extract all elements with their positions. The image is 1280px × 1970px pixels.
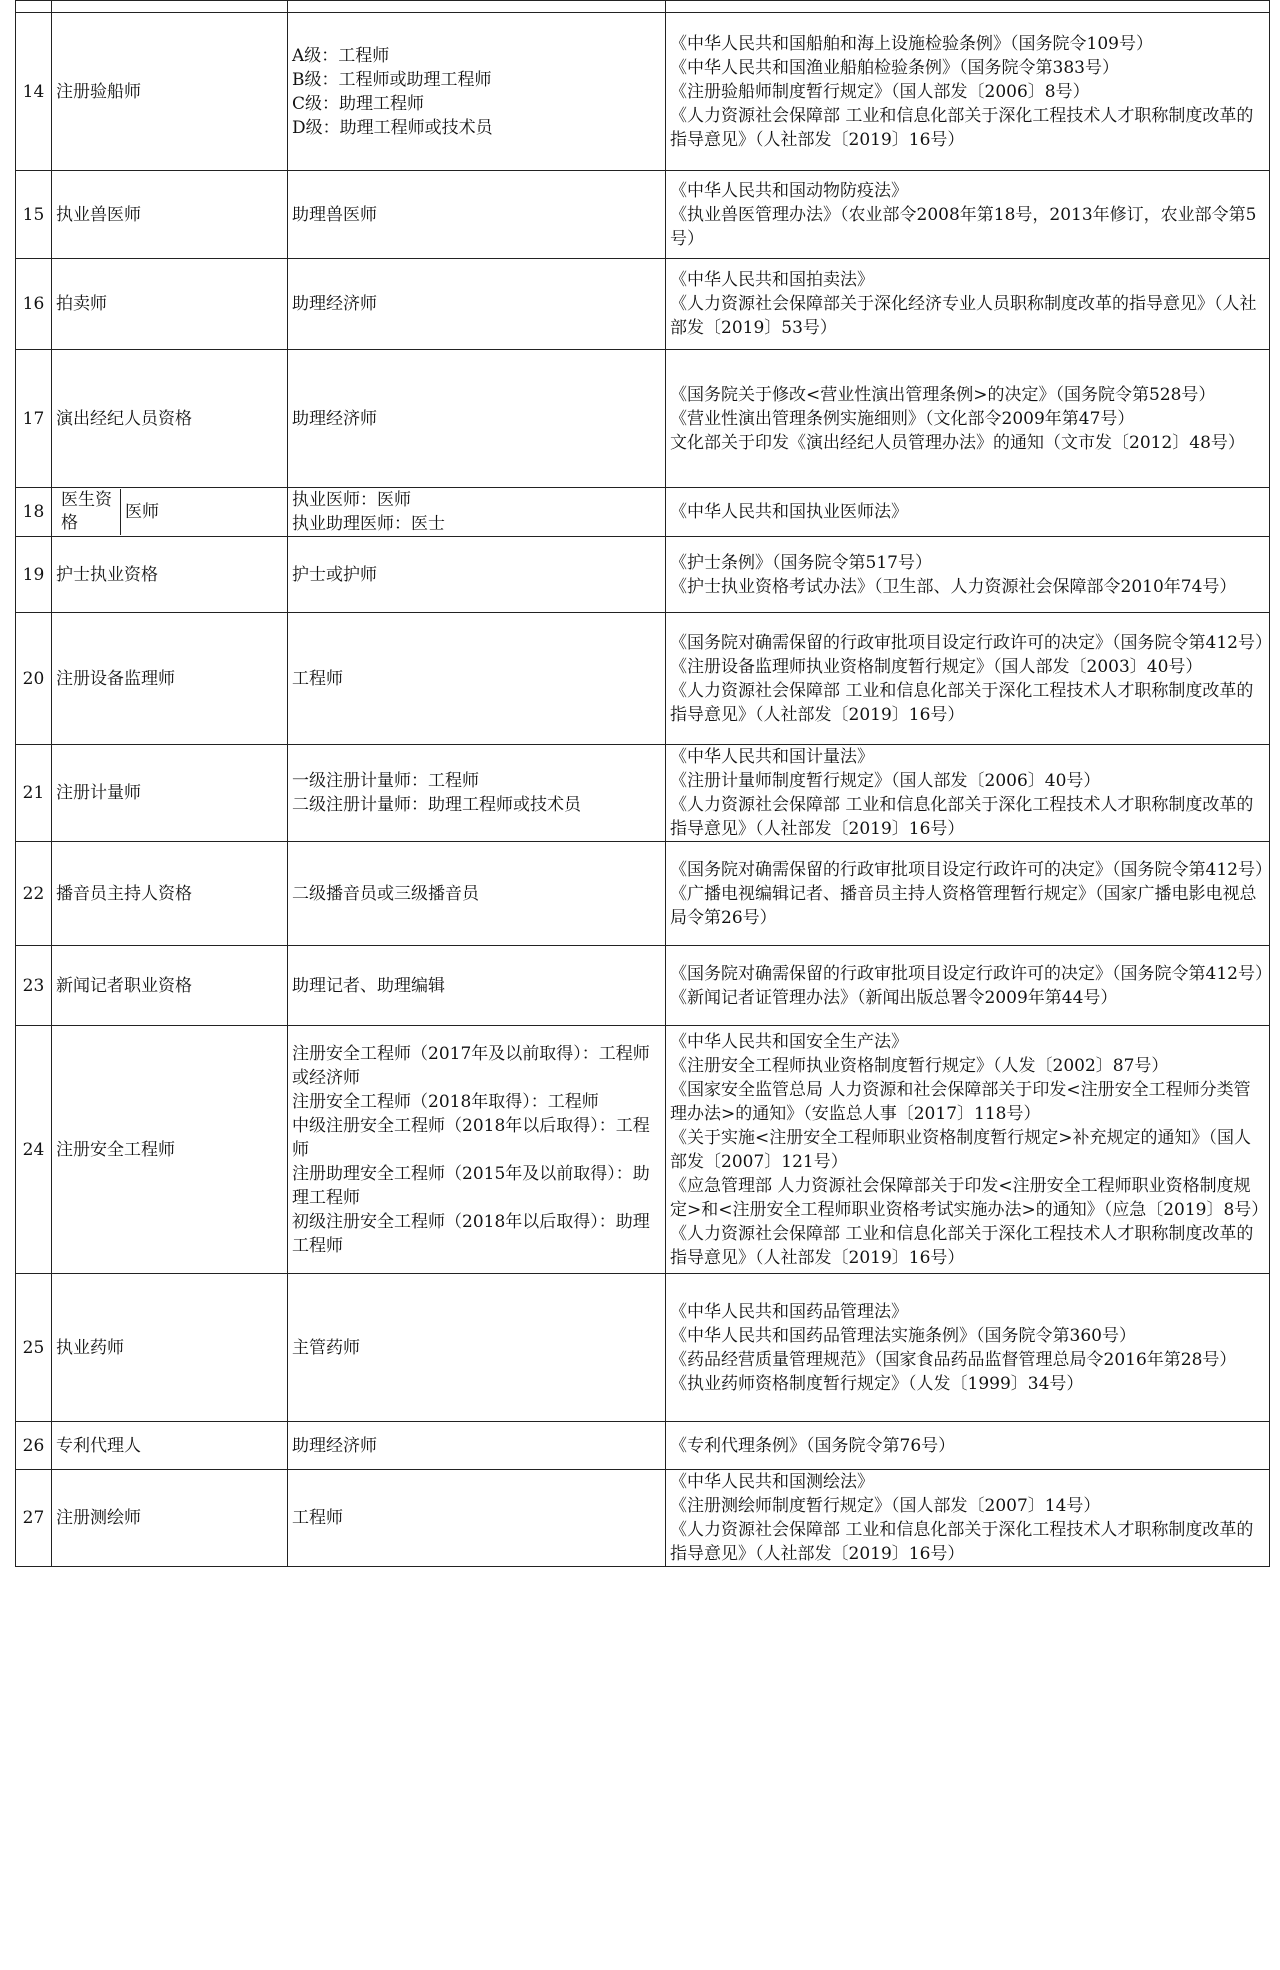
basis-line: 《人力资源社会保障部 工业和信息化部关于深化工程技术人才职称制度改革的指导意见》（人社部发〔2019〕16号） [670,1520,1254,1564]
title-cell [288,171,666,259]
row-number: 23 [16,946,52,1026]
title-cell [288,1422,666,1470]
row-number: 21 [16,745,52,842]
title-line: 执业医师：医师 [292,490,411,510]
basis-line: 《关于实施<注册安全工程师职业资格制度暂行规定>补充规定的通知》（国人部发〔2007〕121号） [670,1127,1251,1172]
basis-cell [666,946,1270,1026]
title-line: D级：助理工程师或技术员 [292,117,493,138]
title-line: 助理经济师 [292,408,377,429]
title-line: A级：工程师 [292,45,390,66]
basis-line: 《注册安全工程师执业资格制度暂行规定》（人发〔2002〕87号） [670,1055,1169,1076]
qualification-name: 注册安全工程师 [52,1026,288,1274]
basis-line: 《中华人民共和国船舶和海上设施检验条例》（国务院令109号） [670,33,1153,54]
table-row [16,1422,1270,1470]
basis-line: 《广播电视编辑记者、播音员主持人资格管理暂行规定》（国家广播电影电视总局令第26号） [670,883,1257,928]
basis-line: 《注册验船师制度暂行规定》（国人部发〔2006〕8号） [670,81,1090,102]
title-cell [288,1,666,13]
basis-line: 《人力资源社会保障部关于深化经济专业人员职称制度改革的指导意见》（人社部发〔2019〕53号） [670,294,1257,338]
table-row [16,613,1270,745]
basis-line: 《国务院对确需保留的行政审批项目设定行政许可的决定》（国务院令第412号） [670,859,1272,880]
title-line: 初级注册安全工程师（2018年以后取得）：助理工程师 [292,1211,650,1256]
basis-line: 《中华人民共和国执业医师法》 [670,502,908,522]
basis-line: 《注册计量师制度暂行规定》（国人部发〔2006〕40号） [670,771,1101,791]
qualification-name: 专利代理人 [52,1422,288,1470]
table-row [16,13,1270,171]
table-row [16,259,1270,350]
title-line: 工程师 [292,668,343,689]
title-line: 注册助理安全工程师（2015年及以前取得）：助理工程师 [292,1163,650,1208]
basis-line: 《注册设备监理师执业资格制度暂行规定》（国人部发〔2003〕40号） [670,656,1203,677]
qualification-name: 注册计量师 [52,745,288,842]
qualification-name: 执业药师 [52,1274,288,1422]
row-number: 19 [16,537,52,613]
table-row-partial [16,1,1270,13]
title-line: 二级注册计量师：助理工程师或技术员 [292,795,581,815]
table-row [16,488,1270,537]
title-cell [288,842,666,946]
basis-line: 《护士条例》（国务院令第517号） [670,552,932,573]
basis-line: 《国务院对确需保留的行政审批项目设定行政许可的决定》（国务院令第412号） [670,963,1272,984]
title-line: 主管药师 [292,1337,360,1358]
title-line: 助理经济师 [292,1435,377,1456]
basis-line: 《药品经营质量管理规范》（国家食品药品监督管理总局令2016年第28号） [670,1349,1237,1370]
table-body [16,1,1270,1567]
table-row [16,842,1270,946]
title-line: C级：助理工程师 [292,93,425,114]
qualification-name: 注册测绘师 [52,1470,288,1567]
qualification-name-split [52,488,288,537]
basis-cell [666,488,1270,537]
title-line: 注册安全工程师（2017年及以前取得）：工程师或经济师 [292,1043,650,1088]
title-cell [288,1470,666,1567]
basis-line: 《专利代理条例》（国务院令第76号） [670,1435,956,1456]
basis-line: 《中华人民共和国药品管理法》 [670,1301,908,1322]
qualification-name: 注册设备监理师 [52,613,288,745]
row-number: 25 [16,1274,52,1422]
title-line: 工程师 [292,1508,343,1528]
basis-line: 《执业药师资格制度暂行规定》（人发〔1999〕34号） [670,1373,1084,1394]
row-number: 27 [16,1470,52,1567]
row-number: 16 [16,259,52,350]
basis-cell [666,1470,1270,1567]
title-line: 护士或护师 [292,564,377,585]
qualification-category: 医生资格 [56,489,121,535]
qualification-name: 注册验船师 [52,13,288,171]
qualification-name: 执业兽医师 [52,171,288,259]
title-cell [288,350,666,488]
row-number: 18 [16,488,52,537]
title-cell [288,946,666,1026]
qualification-table [15,0,1270,1567]
table-row [16,1470,1270,1567]
basis-line: 《国家安全监管总局 人力资源和社会保障部关于印发<注册安全工程师分类管理办法>的通知》（安监总人事〔2017〕118号） [670,1079,1251,1124]
basis-line: 《护士执业资格考试办法》（卫生部、人力资源社会保障部令2010年74号） [670,576,1237,597]
basis-line: 《中华人民共和国安全生产法》 [670,1031,908,1052]
table-row [16,745,1270,842]
basis-cell [666,613,1270,745]
basis-line: 《中华人民共和国药品管理法实施条例》（国务院令第360号） [670,1325,1136,1346]
basis-cell [666,745,1270,842]
title-cell [288,13,666,171]
table-row [16,350,1270,488]
row-number: 24 [16,1026,52,1274]
title-cell [288,613,666,745]
table-row [16,1026,1270,1274]
title-cell [288,1026,666,1274]
basis-line: 《执业兽医管理办法》（农业部令2008年第18号，2013年修订，农业部令第5号） [670,204,1257,249]
basis-cell [666,259,1270,350]
table-row [16,171,1270,259]
basis-cell [666,1026,1270,1274]
basis-cell [666,350,1270,488]
basis-line: 《国务院关于修改<营业性演出管理条例>的决定》（国务院令第528号） [670,384,1216,405]
basis-line: 《人力资源社会保障部 工业和信息化部关于深化工程技术人才职称制度改革的指导意见》（人社部发〔2019〕16号） [670,105,1254,150]
basis-line: 《中华人民共和国测绘法》 [670,1472,874,1492]
basis-line: 《人力资源社会保障部 工业和信息化部关于深化工程技术人才职称制度改革的指导意见》（人社部发〔2019〕16号） [670,680,1254,725]
basis-cell [666,842,1270,946]
title-cell [288,1274,666,1422]
basis-line: 《国务院对确需保留的行政审批项目设定行政许可的决定》（国务院令第412号） [670,632,1272,653]
basis-cell [666,13,1270,171]
basis-line: 《中华人民共和国计量法》 [670,747,874,767]
basis-line: 《人力资源社会保障部 工业和信息化部关于深化工程技术人才职称制度改革的指导意见》（人社部发〔2019〕16号） [670,1223,1254,1268]
basis-line: 《中华人民共和国动物防疫法》 [670,180,908,201]
basis-line: 《中华人民共和国渔业船舶检验条例》（国务院令第383号） [670,57,1119,78]
name-cell [52,1,288,13]
row-number: 26 [16,1422,52,1470]
row-number: 15 [16,171,52,259]
basis-line: 《新闻记者证管理办法》（新闻出版总署令2009年第44号） [670,987,1118,1008]
basis-cell [666,1422,1270,1470]
title-line: 助理经济师 [292,294,377,314]
title-line: 一级注册计量师：工程师 [292,771,479,791]
row-number: 22 [16,842,52,946]
title-line: B级：工程师或助理工程师 [292,69,492,90]
title-cell [288,259,666,350]
qualification-name: 拍卖师 [52,259,288,350]
table-row [16,946,1270,1026]
row-number: 17 [16,350,52,488]
title-line: 助理兽医师 [292,204,377,225]
basis-cell [666,1274,1270,1422]
basis-line: 《人力资源社会保障部 工业和信息化部关于深化工程技术人才职称制度改革的指导意见》（人社部发〔2019〕16号） [670,795,1254,839]
title-cell [288,745,666,842]
qualification-name: 护士执业资格 [52,537,288,613]
qualification-name: 演出经纪人员资格 [52,350,288,488]
basis-cell [666,537,1270,613]
row-number: 20 [16,613,52,745]
basis-line: 《中华人民共和国拍卖法》 [670,270,874,290]
title-cell [288,488,666,537]
basis-line: 《应急管理部 人力资源社会保障部关于印发<注册安全工程师职业资格制度规定>和<注册安全工程师职业资格考试实施办法>的通知》（应急〔2019〕8号） [670,1175,1269,1220]
title-line: 注册安全工程师（2018年取得）：工程师 [292,1091,599,1112]
row-number: 14 [16,13,52,171]
table-row [16,1274,1270,1422]
title-cell [288,537,666,613]
table-row [16,537,1270,613]
basis-line: 《注册测绘师制度暂行规定》（国人部发〔2007〕14号） [670,1496,1101,1516]
basis-line: 《营业性演出管理条例实施细则》（文化部令2009年第47号） [670,408,1135,429]
qualification-name: 新闻记者职业资格 [52,946,288,1026]
title-line: 执业助理医师：医士 [292,514,445,534]
qualification-name: 医师 [125,502,159,522]
row-number-cell [16,1,52,13]
title-line: 中级注册安全工程师（2018年以后取得）：工程师 [292,1115,650,1160]
qualification-name: 播音员主持人资格 [52,842,288,946]
basis-line: 文化部关于印发《演出经纪人员管理办法》的通知（文市发〔2012〕48号） [670,432,1245,453]
title-line: 助理记者、助理编辑 [292,975,445,996]
basis-cell [666,171,1270,259]
basis-cell [666,1,1270,13]
title-line: 二级播音员或三级播音员 [292,883,479,904]
